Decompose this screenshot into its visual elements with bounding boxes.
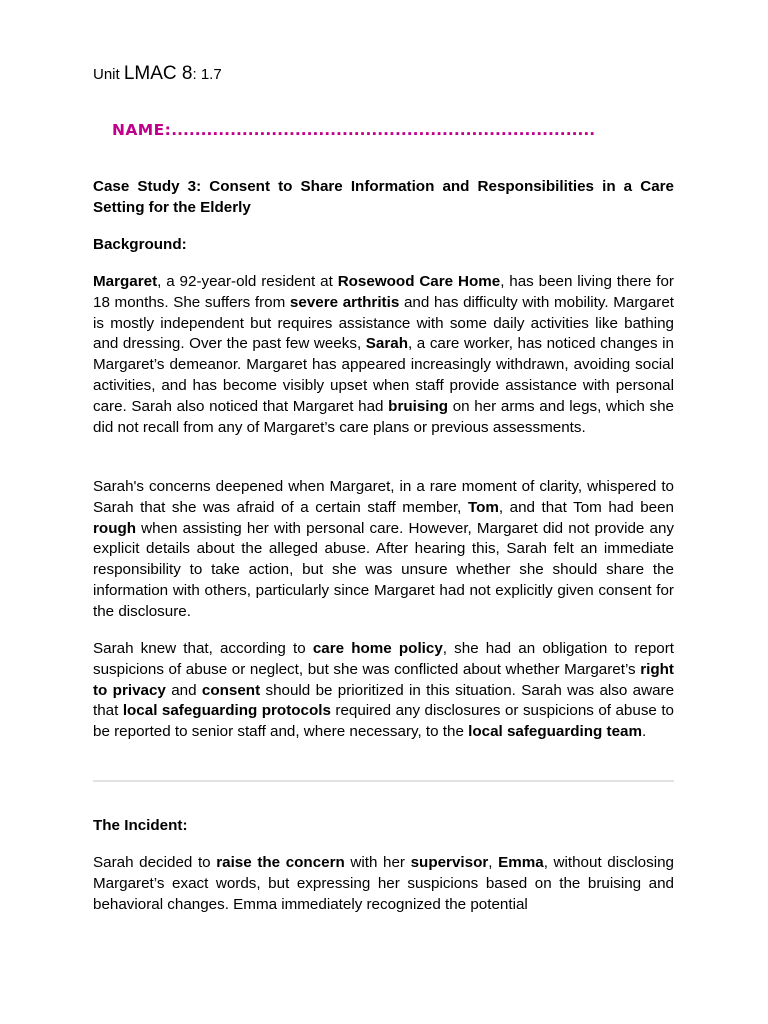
bold-text: local safeguarding team xyxy=(468,723,643,741)
bold-text: care home policy xyxy=(312,640,443,657)
text-run: when assisting her with personal care. However, Margaret did not provide any explicit details about the alleged abuse. After hearing this, Sarah felt an immediate responsibility to take action, but she was unsure whether she should share the information with others, particularly since Margaret had not explicitly given consent for the disclosure. xyxy=(93,519,674,620)
bold-text: severe arthritis xyxy=(289,293,400,311)
unit-suffix: : 1.7 xyxy=(192,66,222,83)
incident-paragraph-1 xyxy=(93,853,674,915)
text-run: , xyxy=(488,854,499,871)
background-paragraph-3 xyxy=(93,639,674,743)
text-run: and xyxy=(165,681,202,699)
case-study-title: Case Study 3: Consent to Share Information and Responsibilities in a Care Setting for the Elderly xyxy=(93,178,674,216)
bold-text: local safeguarding protocols xyxy=(122,702,331,720)
background-paragraph-2 xyxy=(93,477,674,623)
bold-text: bruising xyxy=(388,397,449,415)
background-heading: Background: xyxy=(93,236,187,253)
unit-code: LMAC 8 xyxy=(123,63,193,84)
bold-text: Emma xyxy=(498,854,544,871)
text-run: , has been living there for 18 months. She suffers from xyxy=(93,273,674,311)
text-run: , and that Tom had been xyxy=(498,498,674,516)
bold-text: Margaret xyxy=(93,273,158,290)
bold-text: right to privacy xyxy=(93,660,674,699)
unit-prefix: Unit xyxy=(93,66,124,83)
bold-text: raise the concern xyxy=(216,854,345,871)
text-run: . xyxy=(642,723,647,741)
unit-heading xyxy=(93,63,222,85)
text-run: Sarah knew that, according to xyxy=(93,640,313,657)
text-run: , a 92-year-old resident at xyxy=(157,273,338,290)
bold-text: Sarah xyxy=(365,335,408,353)
bold-text: Tom xyxy=(467,498,499,516)
text-run: on her arms and legs, which she did not recall from any of Margaret’s care plans or previous assessments. xyxy=(93,397,674,436)
incident-heading: The Incident: xyxy=(93,817,188,834)
text-run: , without disclosing Margaret’s exact words, but expressing her suspicions based on the bruising and behavioral changes. Emma immediately recognized the potential xyxy=(93,854,674,913)
text-run: Sarah's concerns deepened when Margaret, in a rare moment of clarity, whispered to Sarah that she was afraid of a certain staff member, xyxy=(93,478,674,516)
bold-text: rough xyxy=(93,519,137,537)
text-run: Sarah decided to xyxy=(93,854,217,871)
section-divider xyxy=(93,780,674,782)
text-run: , a care worker, has noticed changes in Margaret’s demeanor. Margaret has appeared increasingly withdrawn, avoiding social activities, and has become visibly upset when staff provide assistance with personal care. Sarah also noticed that Margaret had xyxy=(93,335,675,415)
text-run: with her xyxy=(344,854,411,871)
text-run: , she had an obligation to report suspicions of abuse or neglect, but she was conflicted about whether Margaret’s xyxy=(93,640,674,678)
text-run: should be prioritized in this situation. Sarah was also aware that xyxy=(93,681,675,720)
text-run: and has difficulty with mobility. Margaret is mostly independent but requires assistance with some daily activities like bathing and dressing. Over the past few weeks, xyxy=(93,293,674,353)
name-line xyxy=(112,121,595,139)
bold-text: supervisor xyxy=(410,854,489,871)
bold-text: Rosewood Care Home xyxy=(337,273,501,290)
text-run: required any disclosures or suspicions of abuse to be reported to senior staff and, where necessary, to the xyxy=(93,702,674,741)
name-label: NAME: xyxy=(112,121,172,139)
bold-text: consent xyxy=(201,681,261,699)
background-paragraph-1 xyxy=(93,272,674,438)
name-fill-dots: ........................................................................ xyxy=(171,121,596,139)
